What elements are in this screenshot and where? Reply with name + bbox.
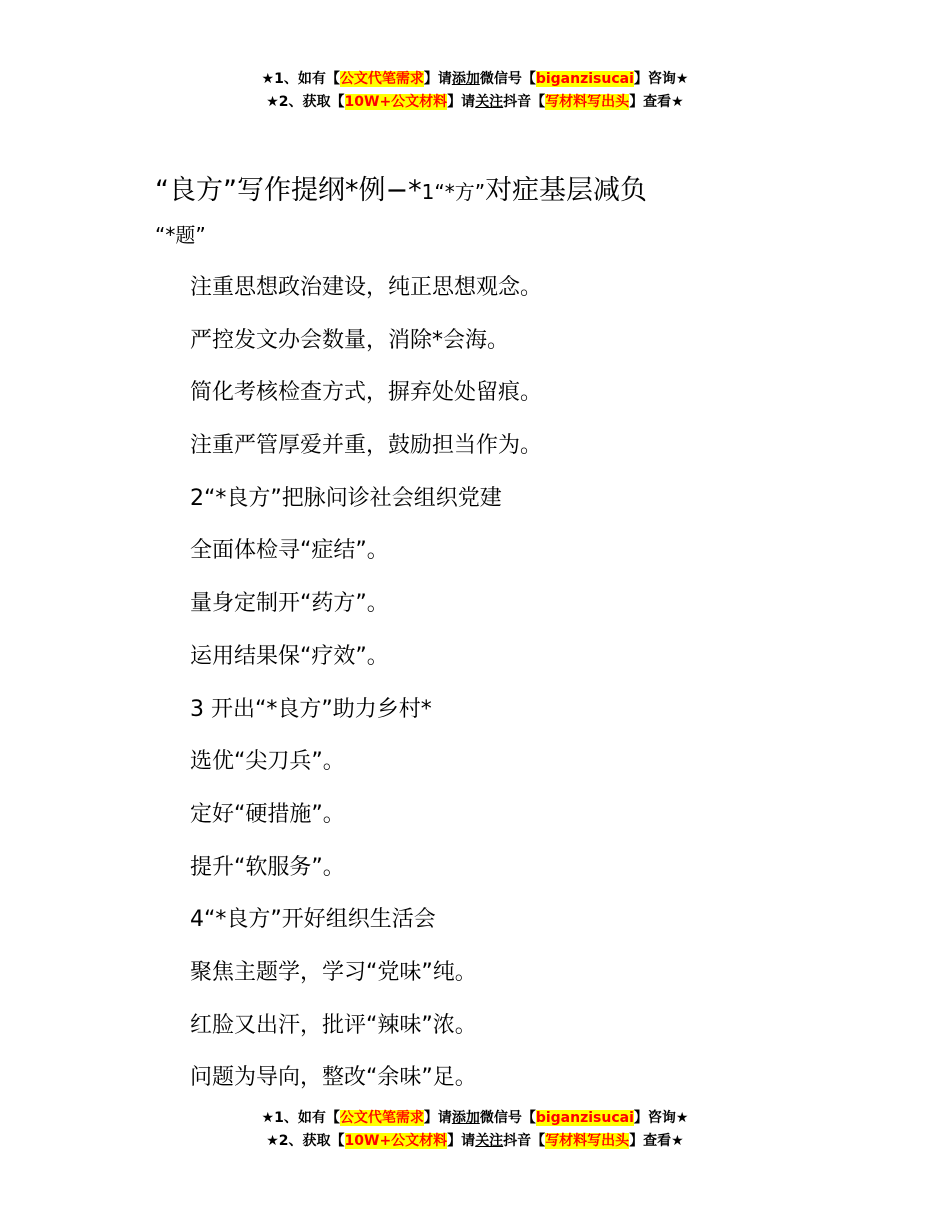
banner-highlight: 公文代笔需求 <box>339 71 424 87</box>
title-tail: 对症基层减负 <box>485 175 648 206</box>
document-body <box>190 268 890 1111</box>
document-title <box>155 164 835 219</box>
banner-underlined: 关注 <box>475 94 504 110</box>
banner-highlight: 写材料写出头 <box>545 94 630 110</box>
body-line: 注重严管厚爱并重，鼓励担当作为。 <box>190 433 543 459</box>
banner-text: 】咨询★ <box>633 1110 689 1126</box>
body-line: 量身定制开“药方”。 <box>190 591 389 617</box>
banner-text: 】请 <box>447 1133 476 1149</box>
banner-text: 】查看★ <box>629 1133 684 1149</box>
body-line: 提升“软服务”。 <box>190 854 345 880</box>
banner-highlight: 写材料写出头 <box>545 1133 630 1149</box>
banner-text: 】查看★ <box>629 94 684 110</box>
banner-line-2 <box>0 91 950 114</box>
section-heading: 3 开出“*良方”助力乡村* <box>190 696 432 722</box>
document-title-continuation: “*题” <box>155 223 206 247</box>
body-line: 定好“硬措施”。 <box>190 801 345 827</box>
banner-line-2 <box>0 1130 950 1153</box>
body-line: 运用结果保“疗效”。 <box>190 643 389 669</box>
banner-text: 】请 <box>423 1110 452 1126</box>
body-line: 简化考核检查方式，摒弃处处留痕。 <box>190 380 543 406</box>
banner-text: ★1、如有【 <box>261 1110 340 1126</box>
banner-text: ★2、获取【 <box>266 94 345 110</box>
banner-line-1 <box>0 68 950 91</box>
body-line: 问题为导向，整改“余味”足。 <box>190 1065 477 1091</box>
banner-underlined: 添加 <box>451 1110 480 1126</box>
body-line: 选优“尖刀兵”。 <box>190 749 345 775</box>
banner-text: 】请 <box>447 94 476 110</box>
footer-banner <box>0 1107 950 1153</box>
banner-highlight: 10W+公文材料 <box>344 1133 448 1149</box>
title-small: 1“*方” <box>421 180 486 204</box>
banner-text: 微信号【 <box>479 1110 536 1126</box>
banner-line-1 <box>0 1107 950 1130</box>
banner-text: 抖音【 <box>503 94 546 110</box>
body-line: 严控发文办会数量，消除*会海。 <box>190 327 510 353</box>
body-line: 全面体检寻“症结”。 <box>190 538 389 564</box>
body-line: 红脸又出汗，批评“辣味”浓。 <box>190 1012 477 1038</box>
section-heading: 4“*良方”开好组织生活会 <box>190 907 436 933</box>
banner-highlight: 公文代笔需求 <box>339 1110 424 1126</box>
body-line: 聚焦主题学，学习“党味”纯。 <box>190 959 477 985</box>
header-banner <box>0 68 950 114</box>
banner-text: 】咨询★ <box>633 71 689 87</box>
banner-underlined: 添加 <box>451 71 480 87</box>
banner-highlight: biganzisucai <box>535 1110 634 1126</box>
title-main: “良方”写作提纲*例−* <box>155 175 422 206</box>
banner-highlight: 10W+公文材料 <box>344 94 448 110</box>
banner-text: ★1、如有【 <box>261 71 340 87</box>
body-line: 注重思想政治建设，纯正思想观念。 <box>190 275 543 300</box>
banner-highlight: biganzisucai <box>535 71 634 87</box>
banner-text: 】请 <box>423 71 452 87</box>
section-heading: 2“*良方”把脉问诊社会组织党建 <box>190 485 502 511</box>
banner-text: 抖音【 <box>503 1133 546 1149</box>
banner-underlined: 关注 <box>475 1133 504 1149</box>
banner-text: ★2、获取【 <box>266 1133 345 1149</box>
banner-text: 微信号【 <box>479 71 536 87</box>
